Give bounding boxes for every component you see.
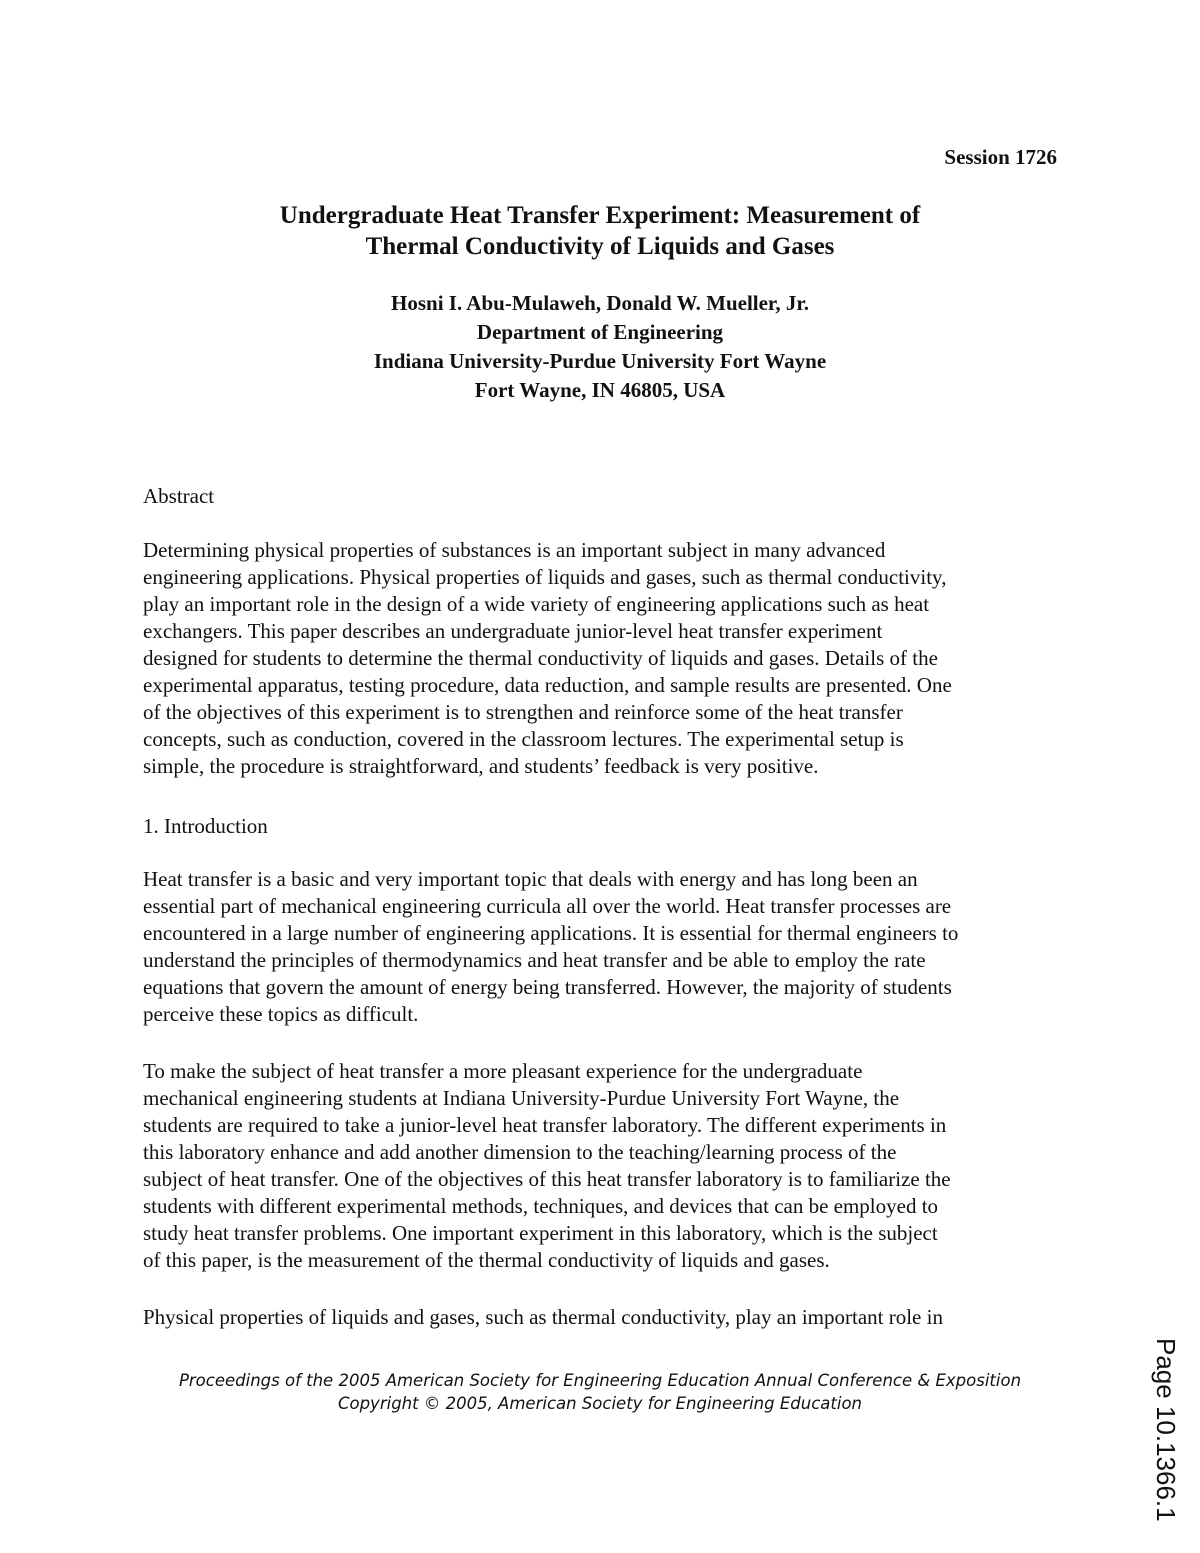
- intro-paragraph-3: [143, 1304, 1063, 1331]
- text-line: play an important role in the design of a wide variety of engineering applications such as heat: [143, 592, 930, 616]
- text-line: study heat transfer problems. One important experiment in this laboratory, which is the subject: [143, 1221, 938, 1245]
- page-footer: [0, 1369, 1200, 1415]
- text-line: encountered in a large number of engineering applications. It is essential for thermal engineers to: [143, 921, 959, 945]
- text-line: engineering applications. Physical properties of liquids and gases, such as thermal conductivity,: [143, 565, 947, 589]
- introduction-heading: 1. Introduction: [143, 814, 268, 838]
- text-line: experimental apparatus, testing procedure, data reduction, and sample results are presented. One: [143, 673, 952, 697]
- page-stamp: Page 10.1366.1: [1151, 1338, 1181, 1522]
- text-line: To make the subject of heat transfer a more pleasant experience for the undergraduate: [143, 1059, 863, 1083]
- proceedings-line: Proceedings of the 2005 American Society for Engineering Education Annual Conference & Exposition: [178, 1371, 1022, 1390]
- abstract-paragraph: [143, 537, 1063, 780]
- author-university: Indiana University-Purdue University Fort Wayne: [373, 349, 827, 373]
- author-names: Hosni I. Abu-Mulaweh, Donald W. Mueller, Jr.: [391, 291, 809, 315]
- author-department: Department of Engineering: [476, 320, 724, 344]
- text-line: Physical properties of liquids and gases, such as thermal conductivity, play an important role in: [143, 1305, 943, 1329]
- title-line: Thermal Conductivity of Liquids and Gases: [365, 233, 835, 260]
- copyright-line: Copyright © 2005, American Society for Engineering Education: [337, 1394, 863, 1413]
- text-line: concepts, such as conduction, covered in the classroom lectures. The experimental setup is: [143, 727, 904, 751]
- text-line: this laboratory enhance and add another dimension to the teaching/learning process of the: [143, 1140, 897, 1164]
- intro-paragraph-2: [143, 1058, 1063, 1274]
- text-line: simple, the procedure is straightforward, and students’ feedback is very positive.: [143, 754, 819, 778]
- text-line: perceive these topics as difficult.: [143, 1002, 419, 1026]
- text-line: of the objectives of this experiment is to strengthen and reinforce some of the heat transfer: [143, 700, 903, 724]
- author-block: [0, 289, 1200, 405]
- abstract-heading: Abstract: [143, 484, 215, 508]
- paper-title: [0, 200, 1200, 262]
- text-line: understand the principles of thermodynamics and heat transfer and be able to employ the rate: [143, 948, 926, 972]
- session-number: Session 1726: [944, 145, 1057, 169]
- text-line: of this paper, is the measurement of the thermal conductivity of liquids and gases.: [143, 1248, 830, 1272]
- text-line: students with different experimental methods, techniques, and devices that can be employed to: [143, 1194, 939, 1218]
- text-line: students are required to take a junior-level heat transfer laboratory. The different experiments in: [143, 1113, 947, 1137]
- text-line: mechanical engineering students at Indiana University-Purdue University Fort Wayne, the: [143, 1086, 900, 1110]
- text-line: equations that govern the amount of energy being transferred. However, the majority of students: [143, 975, 952, 999]
- title-line: Undergraduate Heat Transfer Experiment: Measurement of: [279, 202, 921, 229]
- text-line: subject of heat transfer. One of the objectives of this heat transfer laboratory is to familiarize the: [143, 1167, 951, 1191]
- text-line: essential part of mechanical engineering curricula all over the world. Heat transfer processes are: [143, 894, 952, 918]
- text-line: Determining physical properties of substances is an important subject in many advanced: [143, 538, 886, 562]
- text-line: Heat transfer is a basic and very important topic that deals with energy and has long been an: [143, 867, 918, 891]
- text-line: exchangers. This paper describes an undergraduate junior-level heat transfer experiment: [143, 619, 883, 643]
- intro-paragraph-1: [143, 866, 1063, 1028]
- author-location: Fort Wayne, IN 46805, USA: [474, 378, 726, 402]
- text-line: designed for students to determine the thermal conductivity of liquids and gases. Details of the: [143, 646, 938, 670]
